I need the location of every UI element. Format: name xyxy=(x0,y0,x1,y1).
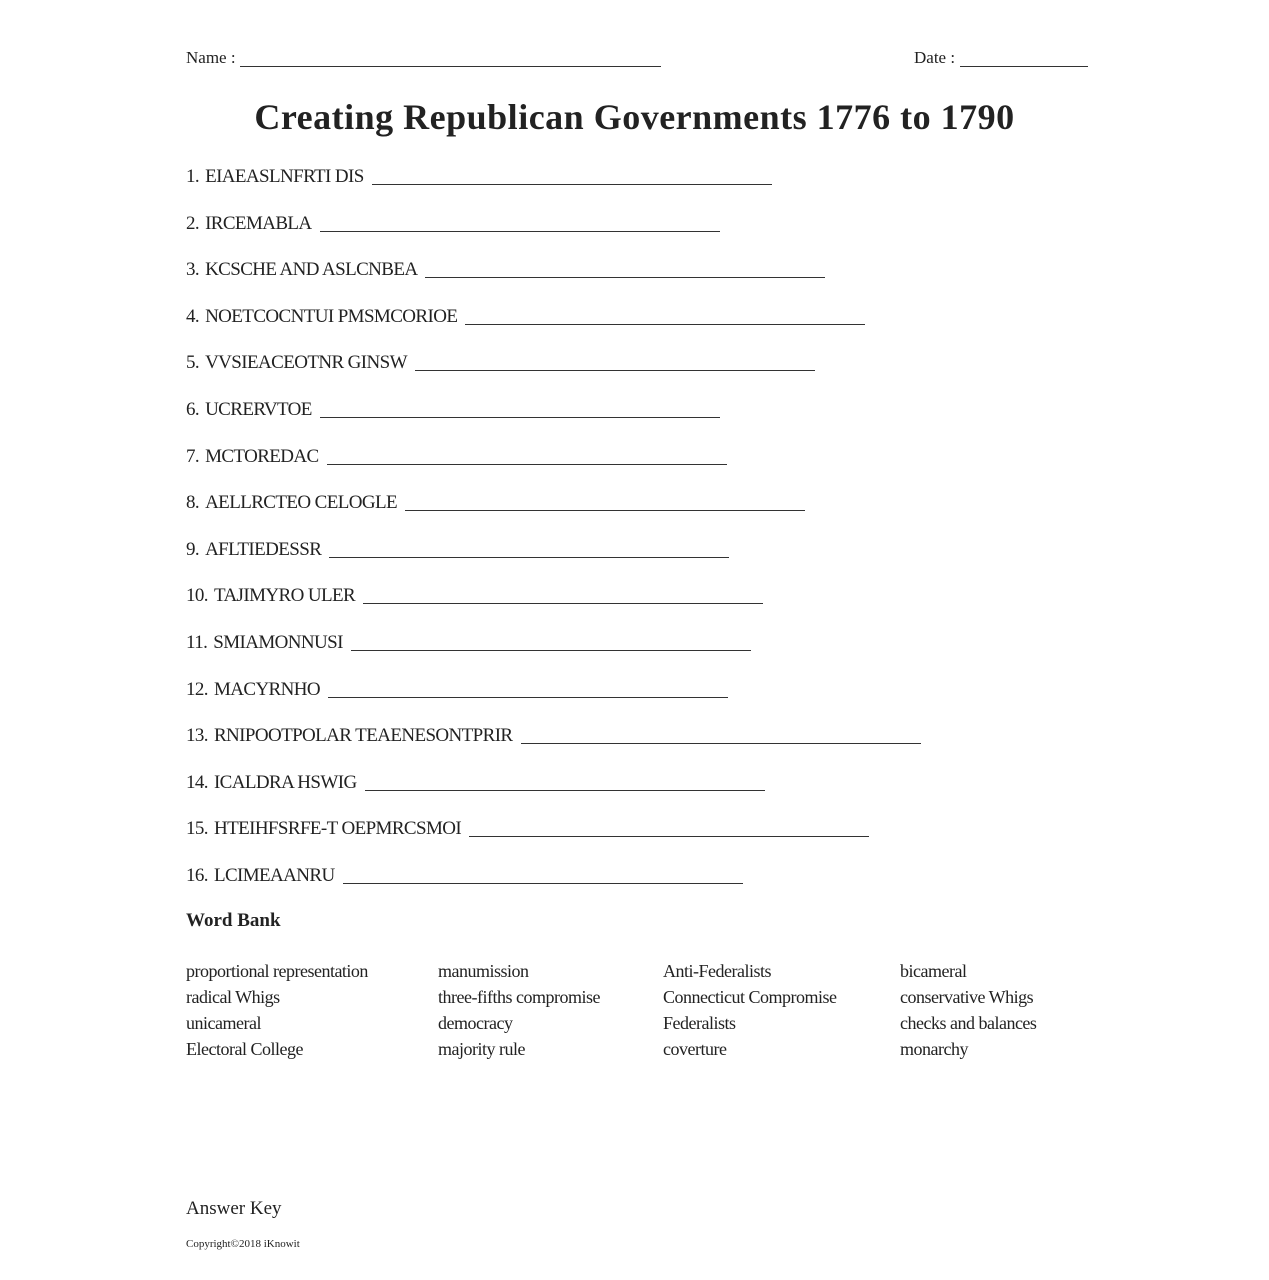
scrambled-word: TAJIMYRO ULER xyxy=(213,585,356,607)
word-bank-term: proportional representation xyxy=(186,961,368,981)
question-row xyxy=(186,444,727,468)
scrambled-word: LCIMEAANRU xyxy=(213,865,335,886)
question-number: 14. xyxy=(186,771,208,793)
answer-blank[interactable] xyxy=(320,417,720,418)
question-number: 8. xyxy=(186,492,200,514)
question-number: 16. xyxy=(186,865,208,886)
question-row xyxy=(186,397,720,421)
question-number: 12. xyxy=(186,678,208,700)
answer-blank[interactable] xyxy=(351,650,751,651)
scrambled-word: SMIAMONNUSI xyxy=(213,632,343,653)
question-number: 1. xyxy=(186,166,200,187)
question-row xyxy=(186,304,865,328)
scrambled-word: VVSIEACEOTNR GINSW xyxy=(205,352,407,374)
question-row xyxy=(186,770,765,794)
question-row xyxy=(186,816,869,840)
answer-blank[interactable] xyxy=(343,883,743,884)
answer-blank[interactable] xyxy=(469,836,869,837)
question-number: 7. xyxy=(186,445,200,467)
word-bank-term: three-fifths compromise xyxy=(438,987,600,1007)
word-bank-term: monarchy xyxy=(900,1039,968,1059)
scrambled-word: EIAEASLNFRTI DIS xyxy=(205,166,364,187)
question-number: 6. xyxy=(186,399,200,420)
answer-blank[interactable] xyxy=(328,697,728,698)
word-bank-term: bicameral xyxy=(900,961,967,981)
copyright-notice: Copyright©2018 iKnowit xyxy=(186,1238,300,1250)
question-row xyxy=(186,677,728,701)
question-number: 13. xyxy=(186,725,208,747)
answer-blank[interactable] xyxy=(465,324,865,325)
word-bank-term: majority rule xyxy=(438,1039,525,1059)
page-title: Creating Republican Governments 1776 to 1790 xyxy=(254,97,1015,137)
question-row xyxy=(186,630,751,654)
answer-blank[interactable] xyxy=(327,464,727,465)
word-bank-term: Federalists xyxy=(663,1013,736,1033)
question-row xyxy=(186,723,921,747)
date-field-line[interactable] xyxy=(960,66,1088,67)
answer-key-label: Answer Key xyxy=(186,1198,282,1219)
date-label: Date : xyxy=(914,48,956,67)
scrambled-word: UCRERVTOE xyxy=(205,399,312,420)
answer-blank[interactable] xyxy=(363,603,763,604)
word-bank-column xyxy=(186,958,368,1062)
answer-blank[interactable] xyxy=(521,743,921,744)
scrambled-word: KCSCHE AND ASLCNBEA xyxy=(205,259,418,281)
scrambled-word: AFLTIEDESSR xyxy=(205,538,322,560)
scrambled-word: RNIPOOTPOLAR TEAENESONTPRIR xyxy=(213,725,513,747)
scrambled-word: MCTOREDAC xyxy=(205,445,319,467)
question-row xyxy=(186,863,743,887)
question-row xyxy=(186,350,815,374)
question-number: 10. xyxy=(186,585,208,607)
scrambled-word: NOETCOCNTUI PMSMCORIOE xyxy=(205,305,458,327)
answer-blank[interactable] xyxy=(320,231,720,232)
word-bank-term: Anti-Federalists xyxy=(663,961,771,981)
name-label: Name : xyxy=(186,48,236,67)
question-row xyxy=(186,583,763,607)
question-row xyxy=(186,164,772,188)
question-number: 4. xyxy=(186,305,200,327)
question-row xyxy=(186,490,805,514)
answer-blank[interactable] xyxy=(372,184,772,185)
scrambled-word: ICALDRA HSWIG xyxy=(213,771,357,793)
answer-blank[interactable] xyxy=(329,557,729,558)
word-bank-term: conservative Whigs xyxy=(900,987,1034,1007)
scrambled-word: MACYRNHO xyxy=(213,678,320,700)
word-bank-term: Electoral College xyxy=(186,1039,303,1059)
scrambled-word: IRCEMABLA xyxy=(205,212,312,234)
word-bank-column xyxy=(900,958,1036,1062)
name-field-line[interactable] xyxy=(240,66,661,67)
scrambled-word: AELLRCTEO CELOGLE xyxy=(205,492,397,514)
question-row xyxy=(186,257,825,281)
question-number: 11. xyxy=(186,632,208,653)
question-number: 15. xyxy=(186,818,208,840)
word-bank-term: democracy xyxy=(438,1013,513,1033)
question-number: 9. xyxy=(186,538,200,560)
question-number: 5. xyxy=(186,352,200,374)
answer-blank[interactable] xyxy=(365,790,765,791)
question-number: 3. xyxy=(186,259,200,281)
scrambled-word: HTEIHFSRFE-T OEPMRCSMOI xyxy=(213,818,462,840)
word-bank-column xyxy=(663,958,836,1062)
word-bank-term: unicameral xyxy=(186,1013,261,1033)
word-bank-column xyxy=(438,958,600,1062)
answer-blank[interactable] xyxy=(415,370,815,371)
word-bank-term: checks and balances xyxy=(900,1013,1037,1033)
answer-blank[interactable] xyxy=(405,510,805,511)
word-bank-term: manumission xyxy=(438,961,529,981)
question-number: 2. xyxy=(186,212,200,234)
word-bank-term: radical Whigs xyxy=(186,987,280,1007)
word-bank-term: Connecticut Compromise xyxy=(663,987,837,1007)
answer-blank[interactable] xyxy=(425,277,825,278)
question-row xyxy=(186,537,729,561)
word-bank-term: coverture xyxy=(663,1039,727,1059)
question-row xyxy=(186,211,720,235)
word-bank-title: Word Bank xyxy=(186,910,281,931)
